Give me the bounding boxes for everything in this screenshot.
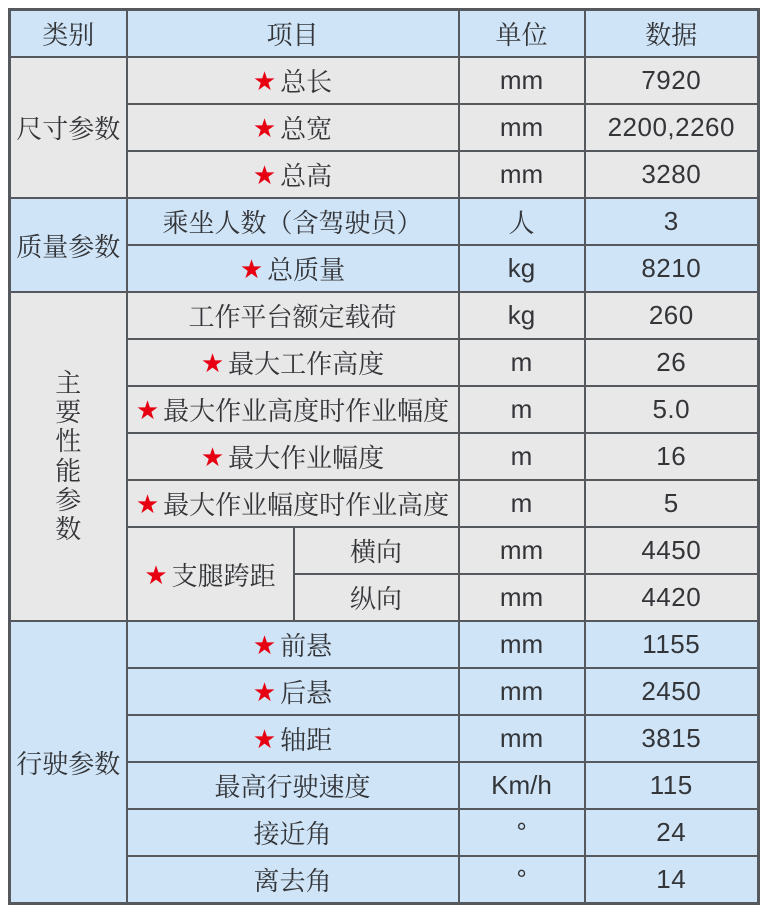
unit-cell: m [459, 386, 585, 433]
unit-cell: mm [459, 527, 585, 574]
value-cell: 1155 [585, 621, 759, 668]
item-cell [127, 386, 459, 433]
item-label: 最大工作高度 [228, 349, 385, 379]
sub-item-cell: 横向 [294, 527, 459, 574]
section-cell-performance [10, 292, 127, 621]
item-label: 总高 [280, 161, 333, 191]
star-icon: ★ [144, 559, 168, 590]
star-icon: ★ [252, 630, 277, 660]
item-cell [127, 292, 459, 339]
item-cell-outrigger-span [127, 527, 294, 621]
item-label: 前悬 [280, 631, 333, 661]
unit-cell: kg [459, 292, 585, 339]
star-icon: ★ [200, 348, 225, 378]
value-cell: 5 [585, 480, 759, 527]
star-icon: ★ [252, 677, 277, 707]
unit-cell: 人 [459, 198, 585, 245]
star-icon: ★ [200, 442, 225, 472]
item-label: 最大作业幅度时作业高度 [163, 490, 450, 520]
value-cell: 14 [585, 856, 759, 904]
table-row [10, 198, 759, 245]
value-cell: 115 [585, 762, 759, 809]
header-cell-category: 类别 [10, 10, 127, 58]
item-cell [127, 762, 459, 809]
item-label: 总宽 [280, 114, 333, 144]
star-icon: ★ [252, 66, 277, 96]
table-row [10, 292, 759, 339]
value-cell: 2450 [585, 668, 759, 715]
star-icon: ★ [252, 113, 277, 143]
unit-cell: ° [459, 809, 585, 856]
item-cell [127, 339, 459, 386]
table-row [10, 621, 759, 668]
item-label: 总质量 [267, 255, 346, 285]
value-cell: 260 [585, 292, 759, 339]
star-icon: ★ [252, 724, 277, 754]
item-label: 离去角 [253, 866, 332, 896]
value-cell: 3280 [585, 151, 759, 198]
item-label: 工作平台额定载荷 [188, 302, 397, 332]
star-icon: ★ [252, 160, 277, 190]
star-icon: ★ [239, 254, 264, 284]
header-cell-data: 数据 [585, 10, 759, 58]
value-cell: 3815 [585, 715, 759, 762]
item-cell [127, 104, 459, 151]
item-cell [127, 151, 459, 198]
header-cell-unit: 单位 [459, 10, 585, 58]
item-label: 乘坐人数（含驾驶员） [162, 208, 423, 238]
item-cell [127, 809, 459, 856]
unit-cell: Km/h [459, 762, 585, 809]
header-row [10, 10, 759, 58]
item-label: 后悬 [280, 678, 333, 708]
table-row [10, 57, 759, 104]
unit-cell: ° [459, 856, 585, 904]
section-label-vertical: 主要性能参数 [55, 368, 82, 544]
spec-table [8, 8, 760, 905]
section-cell-dimensions: 尺寸参数 [10, 57, 127, 198]
section-cell-mass: 质量参数 [10, 198, 127, 292]
item-cell [127, 245, 459, 292]
unit-cell: mm [459, 104, 585, 151]
item-label: 总长 [280, 67, 333, 97]
unit-cell: mm [459, 668, 585, 715]
value-cell: 2200,2260 [585, 104, 759, 151]
item-cell [127, 198, 459, 245]
value-cell: 8210 [585, 245, 759, 292]
sub-item-cell: 纵向 [294, 574, 459, 621]
item-label: 轴距 [280, 725, 333, 755]
value-cell: 4450 [585, 527, 759, 574]
item-cell [127, 668, 459, 715]
section-cell-driving: 行驶参数 [10, 621, 127, 904]
item-label: 支腿跨距 [171, 560, 276, 591]
item-label: 接近角 [253, 819, 332, 849]
value-cell: 4420 [585, 574, 759, 621]
unit-cell: m [459, 480, 585, 527]
item-cell [127, 715, 459, 762]
item-cell [127, 480, 459, 527]
star-icon: ★ [135, 489, 160, 519]
value-cell: 24 [585, 809, 759, 856]
unit-cell: mm [459, 715, 585, 762]
unit-cell: m [459, 433, 585, 480]
item-label: 最大作业幅度 [228, 443, 385, 473]
unit-cell: mm [459, 57, 585, 104]
unit-cell: mm [459, 151, 585, 198]
value-cell: 16 [585, 433, 759, 480]
unit-cell: mm [459, 621, 585, 668]
item-label: 最大作业高度时作业幅度 [163, 396, 450, 426]
item-cell [127, 433, 459, 480]
item-label: 最高行驶速度 [214, 772, 371, 802]
unit-cell: m [459, 339, 585, 386]
item-cell [127, 57, 459, 104]
value-cell: 7920 [585, 57, 759, 104]
item-cell [127, 621, 459, 668]
item-cell [127, 856, 459, 904]
value-cell: 5.0 [585, 386, 759, 433]
unit-cell: kg [459, 245, 585, 292]
unit-cell: mm [459, 574, 585, 621]
value-cell: 26 [585, 339, 759, 386]
value-cell: 3 [585, 198, 759, 245]
star-icon: ★ [135, 395, 160, 425]
header-cell-item: 项目 [127, 10, 459, 58]
